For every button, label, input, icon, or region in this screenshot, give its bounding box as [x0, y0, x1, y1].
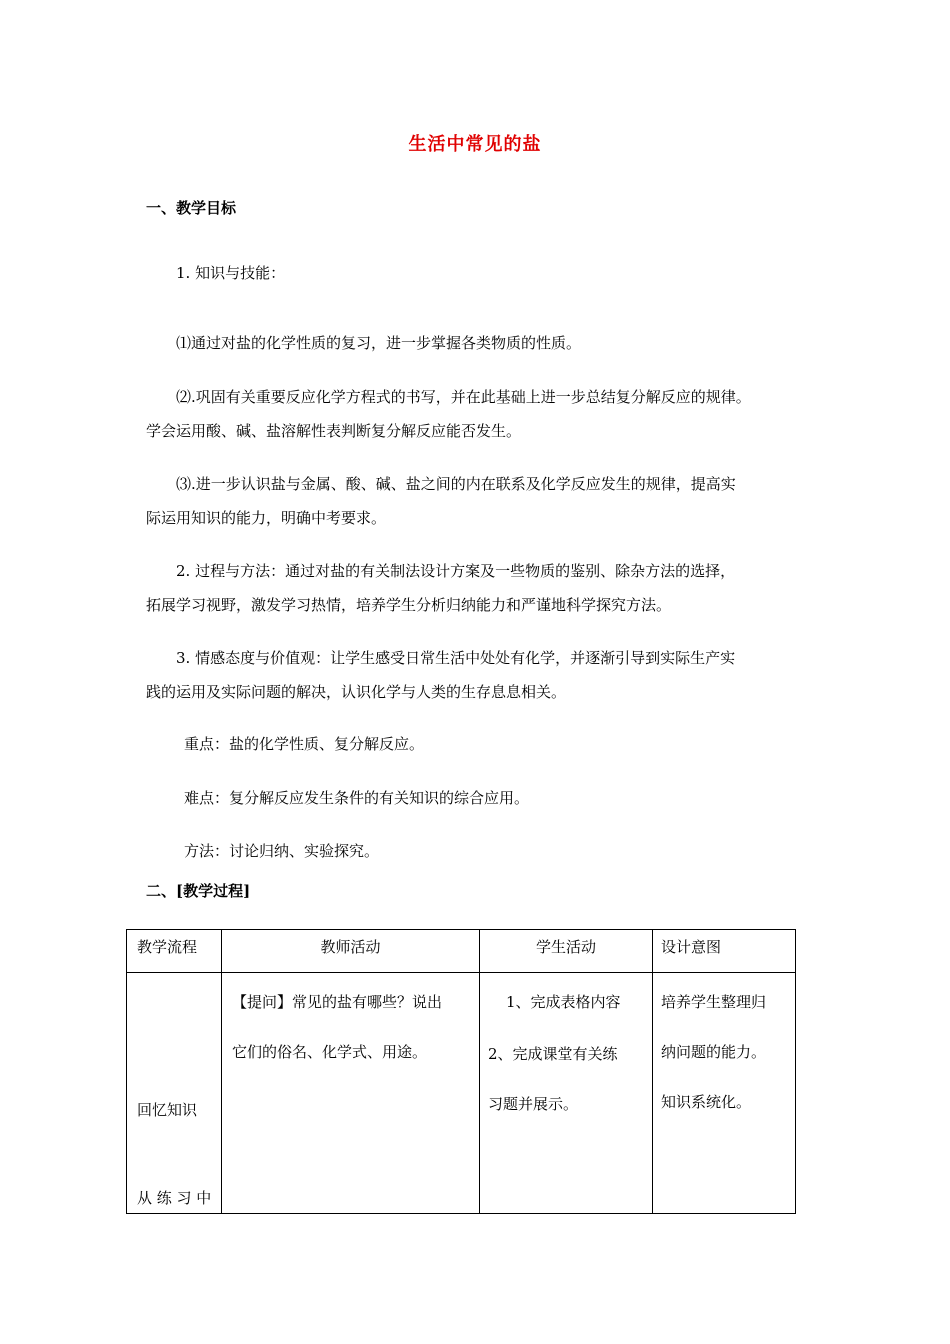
knowledge-point-2-line1: ⑵.巩固有关重要反应化学方程式的书写，并在此基础上进一步总结复分解反应的规律。: [176, 388, 751, 406]
table-header-row: [127, 930, 796, 973]
flow-label-b: 从 练 习 中: [137, 1189, 212, 1207]
student-line2: 2、完成课堂有关练: [488, 1045, 618, 1063]
emotion-values-line2: 践的运用及实际问题的解决，认识化学与人类的生存息息相关。: [146, 683, 567, 701]
header-teacher: 教师活动: [222, 930, 480, 973]
teacher-line1: 【提问】常见的盐有哪些？说出: [232, 993, 443, 1011]
cell-flow: [127, 973, 222, 1214]
document-title: 生活中常见的盐: [408, 134, 542, 155]
intent-line1: 培养学生整理归: [661, 993, 767, 1011]
table-row: [127, 973, 796, 1214]
knowledge-point-3-line2: 际运用知识的能力，明确中考要求。: [146, 509, 387, 527]
knowledge-point-1: ⑴通过对盐的化学性质的复习，进一步掌握各类物质的性质。: [176, 334, 582, 352]
cell-student: [480, 973, 653, 1214]
intent-line2: 纳问题的能力。: [661, 1043, 767, 1061]
teaching-process-table: [126, 929, 796, 1214]
intent-line3: 知识系统化。: [661, 1093, 752, 1111]
header-flow: 教学流程: [127, 930, 222, 973]
teacher-line2: 它们的俗名、化学式、用途。: [232, 1043, 428, 1061]
key-point: 重点：盐的化学性质、复分解反应。: [184, 735, 425, 753]
header-student: 学生活动: [480, 930, 653, 973]
flow-label-a: 回忆知识: [137, 1101, 198, 1119]
section-heading-objectives: 一、教学目标: [146, 199, 237, 217]
method: 方法：讨论归纳、实验探究。: [184, 842, 380, 860]
section-heading-process: 二、[教学过程]: [146, 882, 251, 900]
process-method-line2: 拓展学习视野，激发学习热情，培养学生分析归纳能力和严谨地科学探究方法。: [146, 596, 672, 614]
cell-intent: [653, 973, 796, 1214]
item1-heading: 1. 知识与技能：: [176, 264, 286, 282]
cell-teacher: [222, 973, 480, 1214]
difficulty: 难点：复分解反应发生条件的有关知识的综合应用。: [184, 789, 530, 807]
process-method-line1: 2. 过程与方法：通过对盐的有关制法设计方案及一些物质的鉴别、除杂方法的选择，: [176, 562, 736, 580]
header-intent: 设计意图: [653, 930, 796, 973]
knowledge-point-2-line2: 学会运用酸、碱、盐溶解性表判断复分解反应能否发生。: [146, 422, 522, 440]
student-line1: 1、完成表格内容: [506, 993, 621, 1011]
student-line3: 习题并展示。: [488, 1095, 579, 1113]
emotion-values-line1: 3. 情感态度与价值观：让学生感受日常生活中处处有化学，并逐渐引导到实际生产实: [176, 649, 736, 667]
knowledge-point-3-line1: ⑶.进一步认识盐与金属、酸、碱、盐之间的内在联系及化学反应发生的规律，提高实: [176, 475, 736, 493]
